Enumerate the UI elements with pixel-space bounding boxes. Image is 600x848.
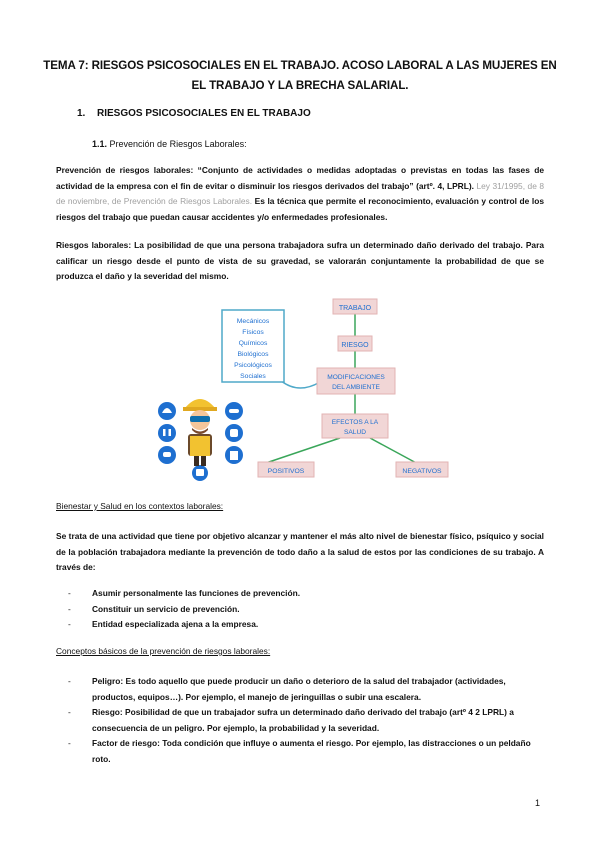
node-mod-line2: DEL AMBIENTE xyxy=(332,384,380,391)
section-heading xyxy=(77,108,311,119)
list-item: - Entidad especializada ajena a la empresa. xyxy=(68,619,259,630)
paragraph-lead: Prevención de riesgos laborales: xyxy=(56,165,194,175)
bienestar-heading-block xyxy=(56,499,544,515)
section-number: 1. xyxy=(77,108,86,119)
list-item: - Constituir un servicio de prevención. xyxy=(68,603,240,614)
bienestar-heading: Bienestar y Salud en los contextos laborales: xyxy=(56,501,224,511)
list-item: - Asumir personalmente las funciones de prevención. xyxy=(68,588,301,598)
ear-protection-icon xyxy=(158,424,176,442)
connector-efectos-positivos xyxy=(260,438,340,465)
connector-efectos-negativos xyxy=(370,438,420,465)
section-label: RIESGOS PSICOSOCIALES EN EL TRABAJO xyxy=(97,108,311,119)
concept-text: Toda condición que influye o aumenta el riesgo. Por ejemplo, las distracciones o un peldaño roto. xyxy=(92,738,531,764)
concept-term: Peligro: xyxy=(92,676,124,686)
list-item: - Factor de riesgo: Toda condición que influye o aumenta el riesgo. Por ejemplo, las distracciones o un peldaño roto. xyxy=(68,738,531,764)
paragraph-riesgos xyxy=(56,238,544,285)
paragraph-rest: Es la técnica que permite el reconocimiento, evaluación y control de los riesgos del trabajo que puedan causar accidentes y/o enfermedades profesionales. xyxy=(56,196,544,222)
concept-text: Posibilidad de que un trabajador sufra un determinado daño derivado del trabajo (artº 4 2 LPRL) a consecuencia de un peligro. Por ejemplo, la probabilidad y la severidad. xyxy=(92,707,514,733)
list-item-text: Constituir un servicio de prevención. xyxy=(92,603,240,614)
node-positivos: POSITIVOS xyxy=(267,468,305,475)
node-trabajo: TRABAJO xyxy=(338,305,372,312)
conceptos-heading: Conceptos básicos de la prevención de riesgos laborales: xyxy=(56,646,271,656)
node-riesgo: RIESGO xyxy=(341,342,369,349)
risk-type-2: Físicos xyxy=(242,329,264,336)
concept-term: Factor de riesgo: xyxy=(92,738,160,749)
document-title xyxy=(40,56,560,96)
node-efectos-line1: EFECTOS A LA xyxy=(331,419,379,426)
list-item: - Peligro: Es todo aquello que puede producir un daño o deterioro de la salud del trabajador (actividades, productos, equipos…). Por ejemplo, el manejo de jeringuillas o subir una escalera. xyxy=(68,676,506,702)
paragraph-riesgos-text: Riesgos laborales: La posibilidad de que una persona trabajadora sufra un determinado daño derivado del trabajo. Para calificar un riesgo desde el punto de vista de su gravedad, se valorarán conjuntamente la probabilidad de que se produzca el daño y la severidad del mismo. xyxy=(56,240,544,282)
node-mod-line1: MODIFICACIONES xyxy=(327,374,385,381)
subsection-heading xyxy=(92,139,247,149)
law-reference: Ley 31/1995, de 8 de noviembre, de Prevención de Riesgos Laborales. xyxy=(56,180,545,207)
concept-text: Es todo aquello que puede producir un daño o deterioro de la salud del trabajador (actividades, productos, equipos…). Por ejemplo, el manejo de jeringuillas o subir una escalera. xyxy=(92,676,506,702)
node-efectos-line2: SALUD xyxy=(344,429,366,436)
paragraph-quote: “Conjunto de actividades o medidas adoptadas o previstas en todas las fases de actividad de la empresa con el fin de evitar o disminuir los riesgos derivados del trabajo” (artº. 4, LPRL). xyxy=(56,165,544,191)
title-line-1: TEMA 7: RIESGOS PSICOSOCIALES EN EL TRABAJO. ACOSO LABORAL A LAS MUJERES EN xyxy=(43,59,557,72)
title-line-2: EL TRABAJO Y LA BRECHA SALARIAL. xyxy=(191,79,409,92)
list-item-text: Asumir personalmente las funciones de prevención. xyxy=(92,588,301,598)
bienestar-paragraph xyxy=(56,529,544,576)
list-item: - Riesgo: Posibilidad de que un trabajador sufra un determinado daño derivado del trabajo (artº 4 2 LPRL) a consecuencia de un peligro. Por ejemplo, la probabilidad y la severidad. xyxy=(68,707,514,733)
risk-type-4: Biológicos xyxy=(237,351,269,358)
risk-type-1: Mecánicos xyxy=(236,318,270,325)
worker-illustration xyxy=(183,399,217,466)
list-item-text: Entidad especializada ajena a la empresa. xyxy=(92,619,259,630)
page-number: 1 xyxy=(535,798,541,808)
subsection-label: Prevención de Riesgos Laborales: xyxy=(109,139,247,149)
concept-term: Riesgo: xyxy=(92,707,123,718)
bienestar-text: Se trata de una actividad que tiene por objetivo alcanzar y mantener el más alto nivel de bienestar físico, psíquico y social de la población trabajadora mediante la prevención de todo daño a la salud de estos por las condiciones de su trabajo. A través de: xyxy=(56,531,544,573)
bienestar-list xyxy=(68,586,544,633)
connector-risk-types xyxy=(280,380,320,388)
conceptos-list xyxy=(68,674,544,768)
paragraph-prevencion xyxy=(56,163,544,225)
risk-type-5: Psicológicos xyxy=(234,362,272,369)
risk-type-3: Químicos xyxy=(238,340,268,347)
node-negativos: NEGATIVOS xyxy=(402,468,442,475)
conceptos-heading-block xyxy=(56,644,544,660)
risk-diagram xyxy=(150,290,450,490)
risk-type-6: Sociales xyxy=(240,373,266,380)
subsection-number: 1.1. xyxy=(92,139,108,149)
